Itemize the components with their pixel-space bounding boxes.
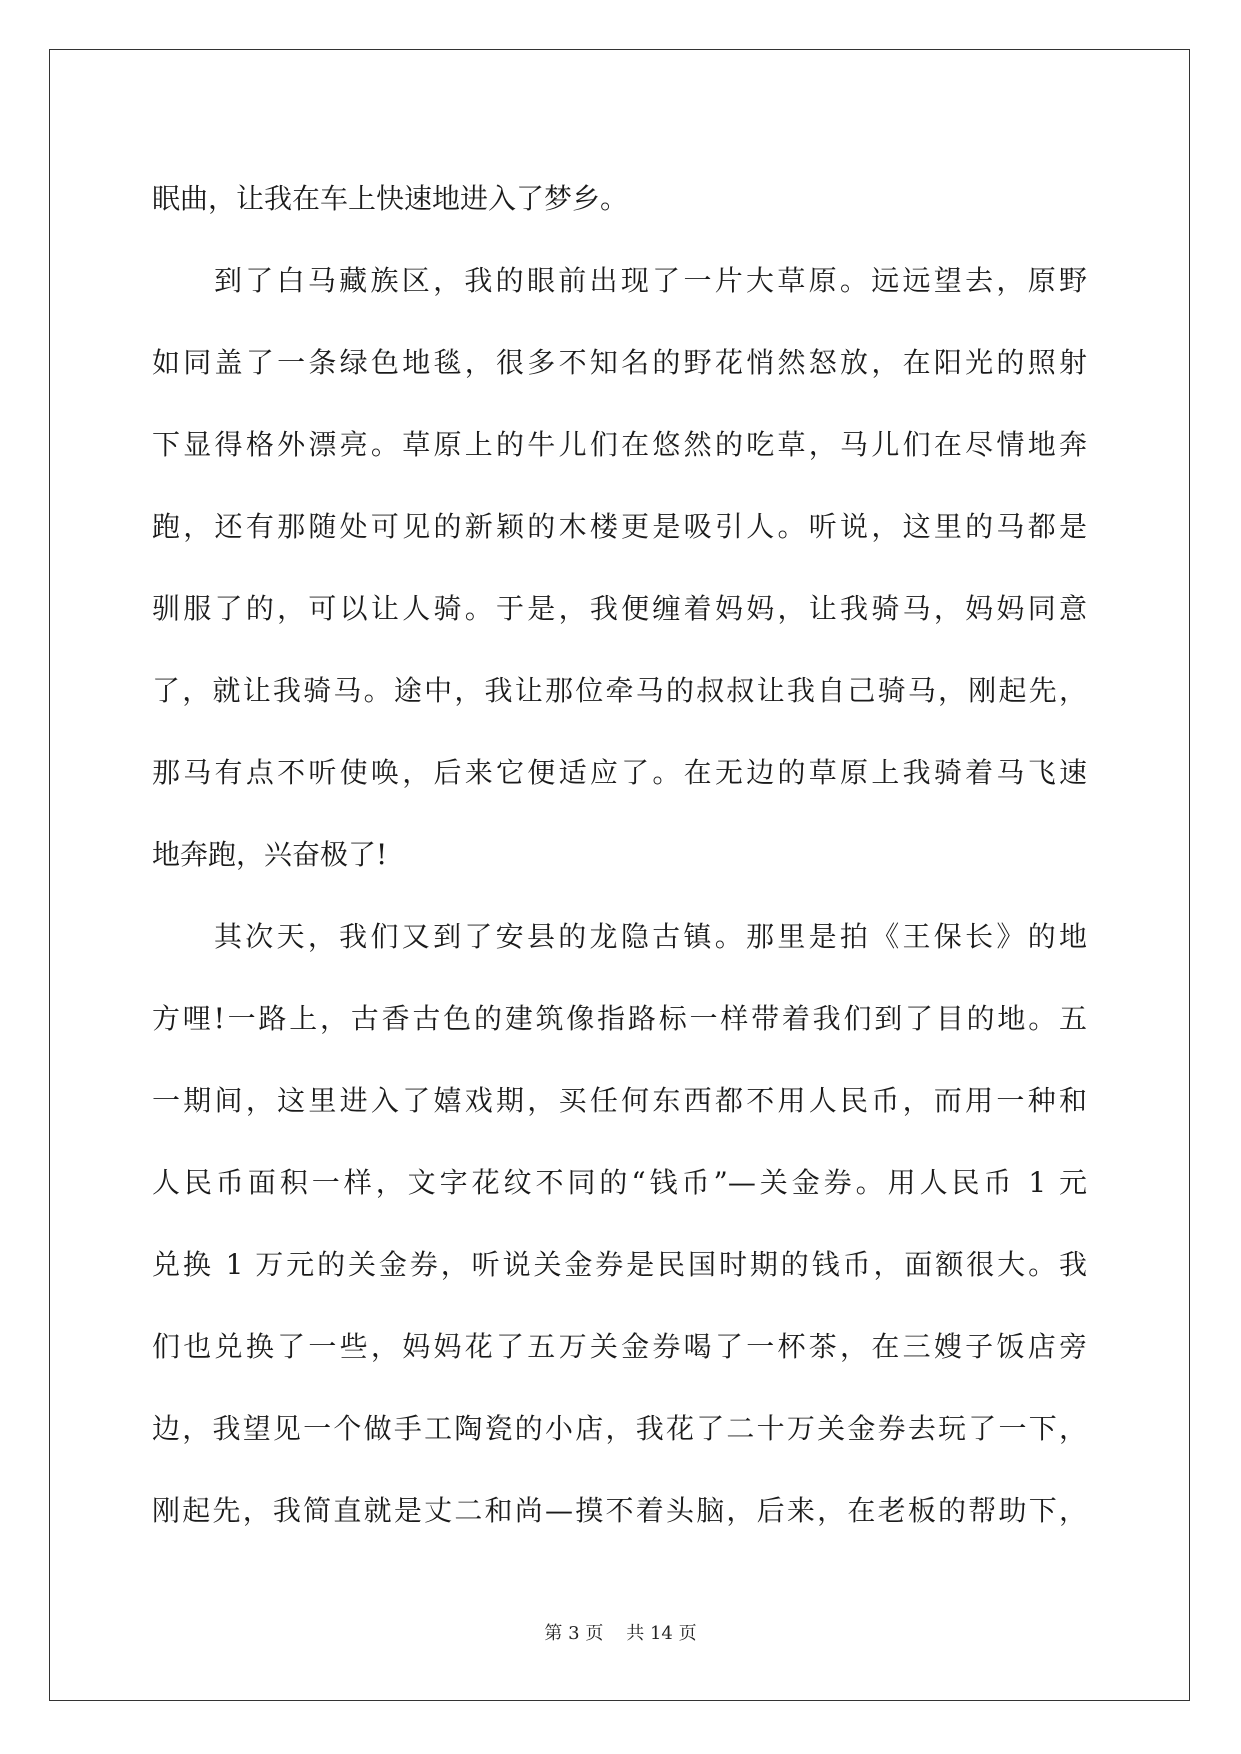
text-line: 边，我望见一个做手工陶瓷的小店，我花了二十万关金券去玩了一下， bbox=[152, 1412, 1087, 1445]
text-line: 们也兑换了一些，妈妈花了五万关金券喝了一杯茶，在三嫂子饭店旁 bbox=[152, 1330, 1087, 1363]
text-line: 地奔跑，兴奋极了! bbox=[152, 838, 388, 871]
text-line: 人民币面积一样，文字花纹不同的“钱币”—关金券。用人民币 1 元 bbox=[152, 1166, 1087, 1199]
text-line: 驯服了的，可以让人骑。于是，我便缠着妈妈，让我骑马，妈妈同意 bbox=[152, 592, 1087, 625]
text-line: 方哩!一路上，古香古色的建筑像指路标一样带着我们到了目的地。五 bbox=[152, 1002, 1087, 1035]
text-line: 那马有点不听使唤，后来它便适应了。在无边的草原上我骑着马飞速 bbox=[152, 756, 1087, 789]
page-number: 第 3 页 bbox=[544, 1623, 604, 1644]
text-line: 跑，还有那随处可见的新颖的木楼更是吸引人。听说，这里的马都是 bbox=[152, 510, 1087, 543]
text-line: 眠曲，让我在车上快速地进入了梦乡。 bbox=[152, 182, 629, 215]
text-line: 其次天，我们又到了安县的龙隐古镇。那里是拍《王保长》的地 bbox=[214, 920, 1087, 953]
text-line: 一期间，这里进入了嬉戏期，买任何东西都不用人民币，而用一种和 bbox=[152, 1084, 1087, 1117]
text-line: 刚起先，我简直就是丈二和尚—摸不着头脑，后来，在老板的帮助下， bbox=[152, 1494, 1087, 1527]
page-footer bbox=[0, 1619, 1241, 1645]
page-total: 共 14 页 bbox=[626, 1623, 697, 1644]
text-line: 到了白马藏族区，我的眼前出现了一片大草原。远远望去，原野 bbox=[214, 264, 1087, 297]
text-line: 如同盖了一条绿色地毯，很多不知名的野花悄然怒放，在阳光的照射 bbox=[152, 346, 1087, 379]
text-line: 了，就让我骑马。途中，我让那位牵马的叔叔让我自己骑马，刚起先， bbox=[152, 674, 1087, 707]
text-line: 下显得格外漂亮。草原上的牛儿们在悠然的吃草，马儿们在尽情地奔 bbox=[152, 428, 1087, 461]
document-body bbox=[152, 158, 1087, 1552]
text-line: 兑换 1 万元的关金券，听说关金券是民国时期的钱币，面额很大。我 bbox=[152, 1248, 1087, 1281]
